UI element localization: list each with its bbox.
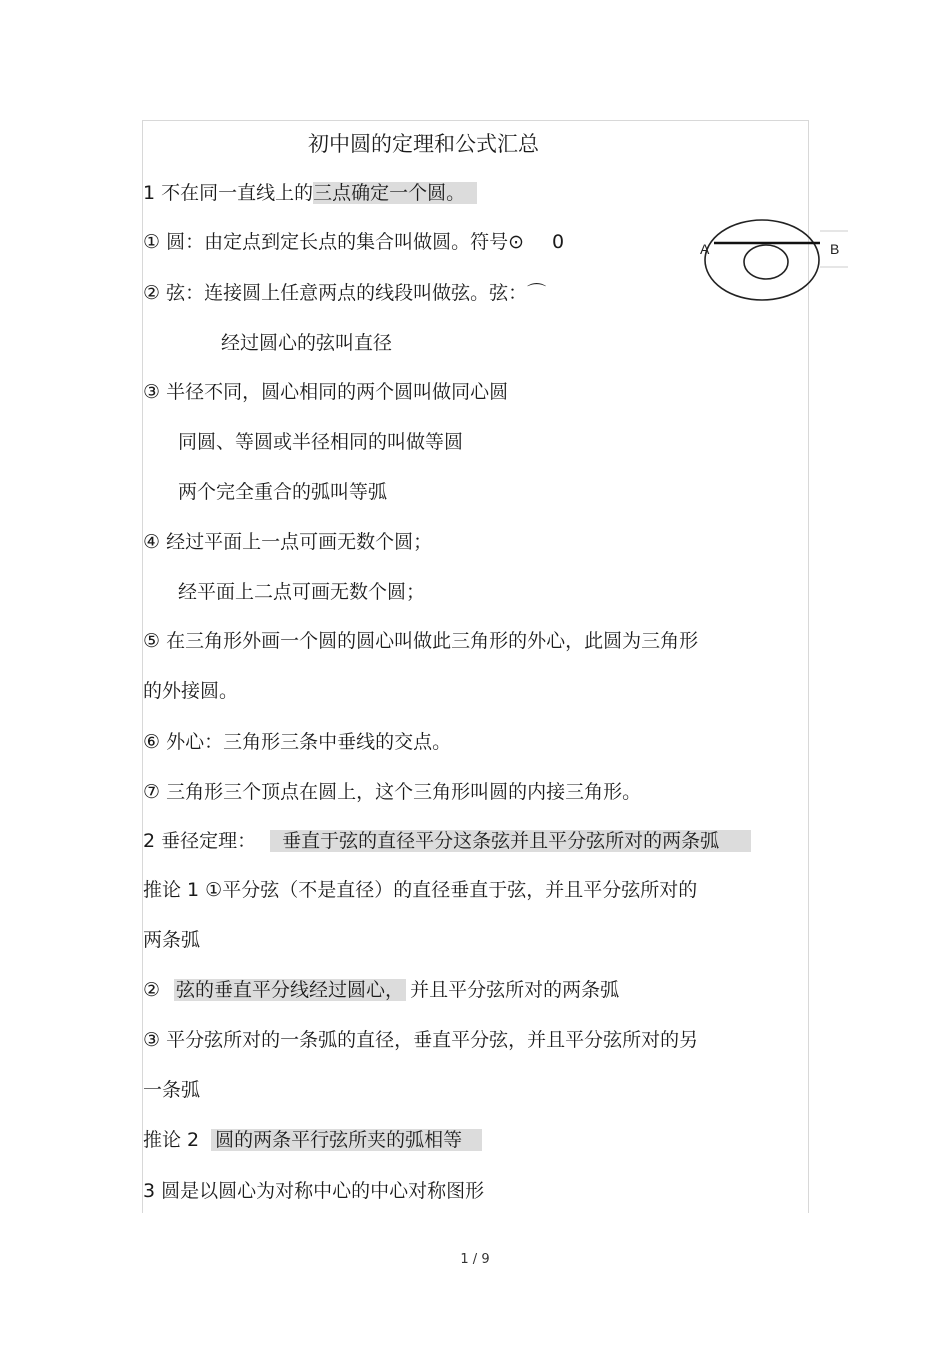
text-line-10: ⑤ 在三角形外画一个圆的圆心叫做此三角形的外心，此圆为三角形: [143, 630, 699, 652]
document-title: 初中圆的定理和公式汇总: [308, 132, 539, 156]
line-1-highlight: 三点确定一个圆。: [313, 182, 477, 204]
line-20-highlight: 圆的两条平行弦所夹的弧相等: [211, 1129, 482, 1151]
text-line-4: 经过圆心的弦叫直径: [221, 332, 393, 354]
line-20-label: 推论 2: [143, 1129, 200, 1151]
line-17-highlight: 弦的垂直平分线经过圆心，: [176, 979, 405, 1001]
outer-circle: [705, 220, 819, 300]
text-line-1: [143, 181, 477, 205]
line-1-text: 1 不在同一直线上的: [143, 182, 314, 204]
point-b-label: B: [830, 241, 840, 257]
text-line-5: ③ 半径不同，圆心相同的两个圆叫做同心圆: [143, 381, 509, 403]
text-line-2: [143, 230, 564, 254]
text-line-11: 的外接圆。: [143, 680, 239, 702]
inner-circle: [744, 245, 788, 279]
text-line-18: ③ 平分弦所对的一条弧的直径，垂直平分弦，并且平分弦所对的另: [143, 1029, 699, 1051]
text-line-13: ⑦ 三角形三个顶点在圆上，这个三角形叫圆的内接三角形。: [143, 781, 642, 803]
circle-chord-diagram: [690, 212, 850, 302]
line-17-marker: ②: [143, 979, 161, 1001]
text-line-16: 两条弧: [143, 929, 201, 951]
text-line-19: 一条弧: [143, 1079, 201, 1101]
text-line-8: ④ 经过平面上一点可画无数个圆；: [143, 531, 433, 553]
text-line-7: 两个完全重合的弧叫等弧: [178, 481, 388, 503]
point-a-label: A: [700, 241, 710, 257]
text-line-21: 3 圆是以圆心为对称中心的中心对称图形: [143, 1180, 485, 1202]
text-line-3: ② 弦：连接圆上任意两点的线段叫做弦。弦：⌒: [143, 282, 547, 304]
text-line-9: 经平面上二点可画无数个圆；: [178, 581, 426, 603]
text-line-14: [143, 829, 751, 853]
text-line-6: 同圆、等圆或半径相同的叫做等圆: [178, 431, 464, 453]
text-line-17: [143, 978, 619, 1002]
line-14-label: 2 垂径定理：: [143, 830, 257, 852]
page-number: 1 / 9: [460, 1252, 490, 1267]
line-14-highlight: 垂直于弦的直径平分这条弦并且平分弦所对的两条弧: [270, 830, 751, 852]
text-line-12: ⑥ 外心：三角形三条中垂线的交点。: [143, 731, 452, 753]
line-2-text: ① 圆：由定点到定长点的集合叫做圆。符号⊙: [143, 231, 524, 253]
text-line-20: [143, 1128, 482, 1152]
text-line-15: 推论 1 ①平分弦（不是直径）的直径垂直于弦，并且平分弦所对的: [143, 879, 698, 901]
line-17-text: 并且平分弦所对的两条弧: [410, 979, 620, 1001]
line-2-symbol: 0: [552, 231, 565, 253]
